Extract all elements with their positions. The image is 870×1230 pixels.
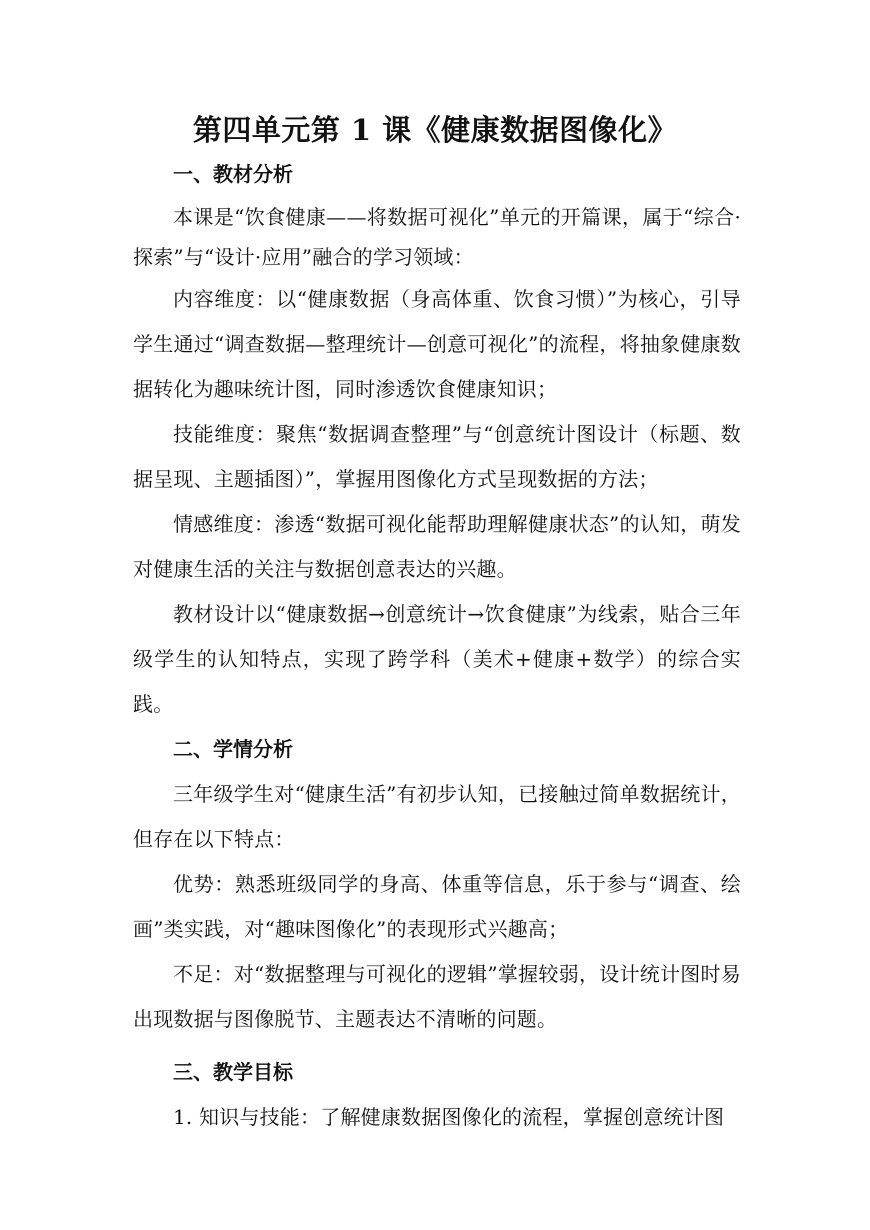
paragraph: 本课是“饮食健康——将数据可视化”单元的开篇课，属于“综合·探索”与“设计·应用”融合的学习领域： bbox=[133, 205, 741, 269]
paragraph: 1. 知识与技能：了解健康数据图像化的流程，掌握创意统计图 bbox=[173, 1105, 725, 1129]
paragraph: 内容维度：以“健康数据（身高体重、饮食习惯）”为核心，引导学生通过“调查数据—整理统计—创意可视化”的流程，将抽象健康数据转化为趣味统计图，同时渗透饮食健康知识； bbox=[133, 287, 741, 401]
document-body bbox=[133, 152, 741, 1140]
document-title: 第四单元第 1 课《健康数据图像化》 bbox=[192, 113, 678, 147]
paragraph: 教材设计以“健康数据→创意统计→饮食健康”为线索，贴合三年级学生的认知特点，实现了跨学科（美术+健康+数学）的综合实践。 bbox=[133, 602, 741, 716]
section-heading: 三、教学目标 bbox=[173, 1060, 293, 1084]
paragraph: 技能维度：聚焦“数据调查整理”与“创意统计图设计（标题、数据呈现、主题插图）”，掌握用图像化方式呈现数据的方法； bbox=[133, 422, 741, 491]
section-heading: 二、学情分析 bbox=[173, 737, 293, 761]
paragraph: 优势：熟悉班级同学的身高、体重等信息，乐于参与“调查、绘画”类实践，对“趣味图像化”的表现形式兴趣高； bbox=[133, 872, 741, 941]
section-heading: 一、教材分析 bbox=[173, 162, 293, 186]
paragraph: 不足：对“数据整理与可视化的逻辑”掌握较弱，设计统计图时易出现数据与图像脱节、主题表达不清晰的问题。 bbox=[133, 962, 741, 1031]
paragraph: 三年级学生对“健康生活”有初步认知，已接触过简单数据统计，但存在以下特点： bbox=[133, 782, 741, 851]
paragraph: 情感维度：渗透“数据可视化能帮助理解健康状态”的认知，萌发对健康生活的关注与数据创意表达的兴趣。 bbox=[133, 512, 741, 581]
